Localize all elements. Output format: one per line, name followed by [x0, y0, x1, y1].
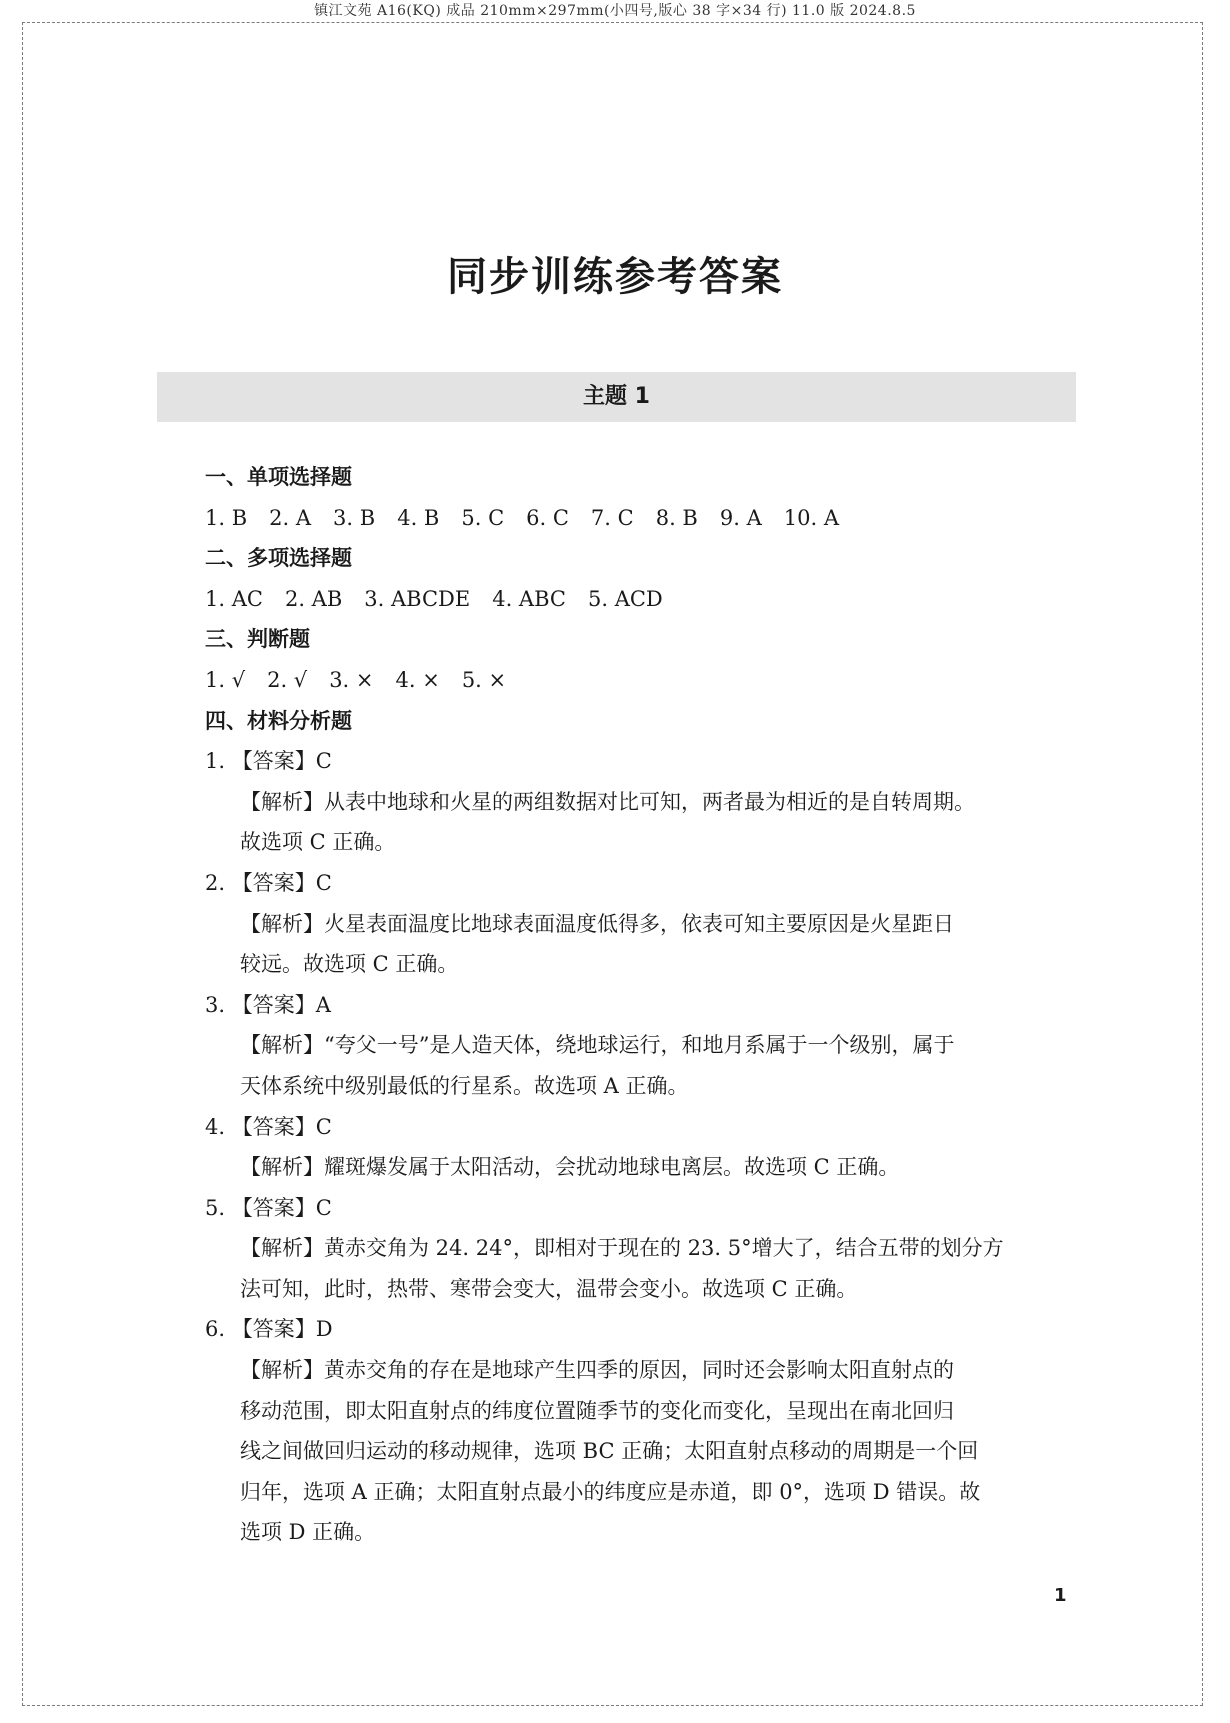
answer-item: 2. √ — [267, 667, 308, 692]
question-1 — [205, 741, 1085, 863]
question-answer: 2. 【答案】C — [205, 870, 332, 895]
answer-item: 1. AC — [205, 586, 263, 611]
answer-item: 10. A — [783, 505, 839, 530]
answer-item: 2. AB — [284, 586, 343, 611]
explanation-line: 较远。故选项 C 正确。 — [240, 952, 459, 977]
question-2 — [205, 863, 1085, 985]
part3-heading: 三、判断题 — [205, 627, 310, 652]
answer-content — [205, 457, 1085, 1553]
explanation-line: 【解析】黄赤交角的存在是地球产生四季的原因，同时还会影响太阳直射点的 — [240, 1358, 954, 1383]
answer-item: 3. B — [333, 505, 376, 530]
explanation-line: 【解析】火星表面温度比地球表面温度低得多，依表可知主要原因是火星距日 — [240, 911, 954, 936]
answer-item: 5. × — [461, 667, 507, 692]
page-number: 1 — [1054, 1585, 1067, 1606]
answer-item: 1. B — [205, 505, 248, 530]
answer-item: 3. × — [329, 667, 374, 692]
question-answer: 3. 【答案】A — [205, 992, 331, 1017]
explanation-line: 【解析】从表中地球和火星的两组数据对比可知，两者最为相近的是自转周期。 — [240, 789, 975, 814]
part2-heading: 二、多项选择题 — [205, 546, 352, 571]
question-answer: 1. 【答案】C — [205, 749, 332, 774]
explanation-line: 归年，选项 A 正确；太阳直射点最小的纬度应是赤道，即 0°，选项 D 错误。故 — [240, 1479, 981, 1504]
part1-answers — [205, 498, 1085, 539]
answer-item: 4. ABC — [492, 586, 566, 611]
answer-item: 1. √ — [205, 667, 246, 692]
answer-item: 6. C — [526, 505, 569, 530]
answer-item: 8. B — [655, 505, 698, 530]
explanation-line: 故选项 C 正确。 — [240, 830, 396, 855]
explanation-line: 线之间做回归运动的移动规律，选项 BC 正确；太阳直射点移动的周期是一个回 — [240, 1439, 979, 1464]
answer-item: 5. ACD — [587, 586, 663, 611]
explanation-line: 法可知，此时，热带、寒带会变大，温带会变小。故选项 C 正确。 — [240, 1276, 858, 1301]
explanation-line: 【解析】耀斑爆发属于太阳活动，会扰动地球电离层。故选项 C 正确。 — [240, 1155, 900, 1180]
answer-item: 9. A — [719, 505, 762, 530]
answer-item: 2. A — [269, 505, 312, 530]
question-6 — [205, 1309, 1085, 1553]
part4-heading: 四、材料分析题 — [205, 708, 352, 733]
question-4 — [205, 1107, 1085, 1188]
answer-item: 5. C — [461, 505, 505, 530]
question-3 — [205, 985, 1085, 1107]
explanation-line: 天体系统中级别最低的行星系。故选项 A 正确。 — [240, 1073, 689, 1098]
explanation-line: 选项 D 正确。 — [240, 1520, 376, 1545]
section-title: 主题 1 — [157, 372, 1076, 422]
question-answer: 6. 【答案】D — [205, 1317, 333, 1342]
explanation-line: 【解析】“夸父一号”是人造天体，绕地球运行，和地月系属于一个级别，属于 — [240, 1033, 955, 1058]
document-title: 同步训练参考答案 — [447, 254, 783, 300]
part3-answers — [205, 660, 1085, 701]
part1-heading: 一、单项选择题 — [205, 465, 352, 489]
answer-item: 4. B — [397, 505, 440, 530]
question-answer: 5. 【答案】C — [205, 1195, 332, 1220]
answer-item: 4. × — [395, 667, 440, 692]
print-header: 镇江文苑 A16(KQ) 成品 210mm×297mm(小四号,版心 38 字×34 行) 11.0 版 2024.8.5 — [314, 3, 916, 19]
explanation-line: 移动范围，即太阳直射点的纬度位置随季节的变化而变化，呈现出在南北回归 — [240, 1398, 954, 1423]
answer-item: 3. ABCDE — [364, 586, 471, 611]
explanation-line: 【解析】黄赤交角为 24. 24°，即相对于现在的 23. 5°增大了，结合五带的划分方 — [240, 1236, 1004, 1261]
part2-answers — [205, 579, 1085, 620]
answer-item: 7. C — [590, 505, 634, 530]
question-answer: 4. 【答案】C — [205, 1114, 332, 1139]
question-5 — [205, 1188, 1085, 1310]
